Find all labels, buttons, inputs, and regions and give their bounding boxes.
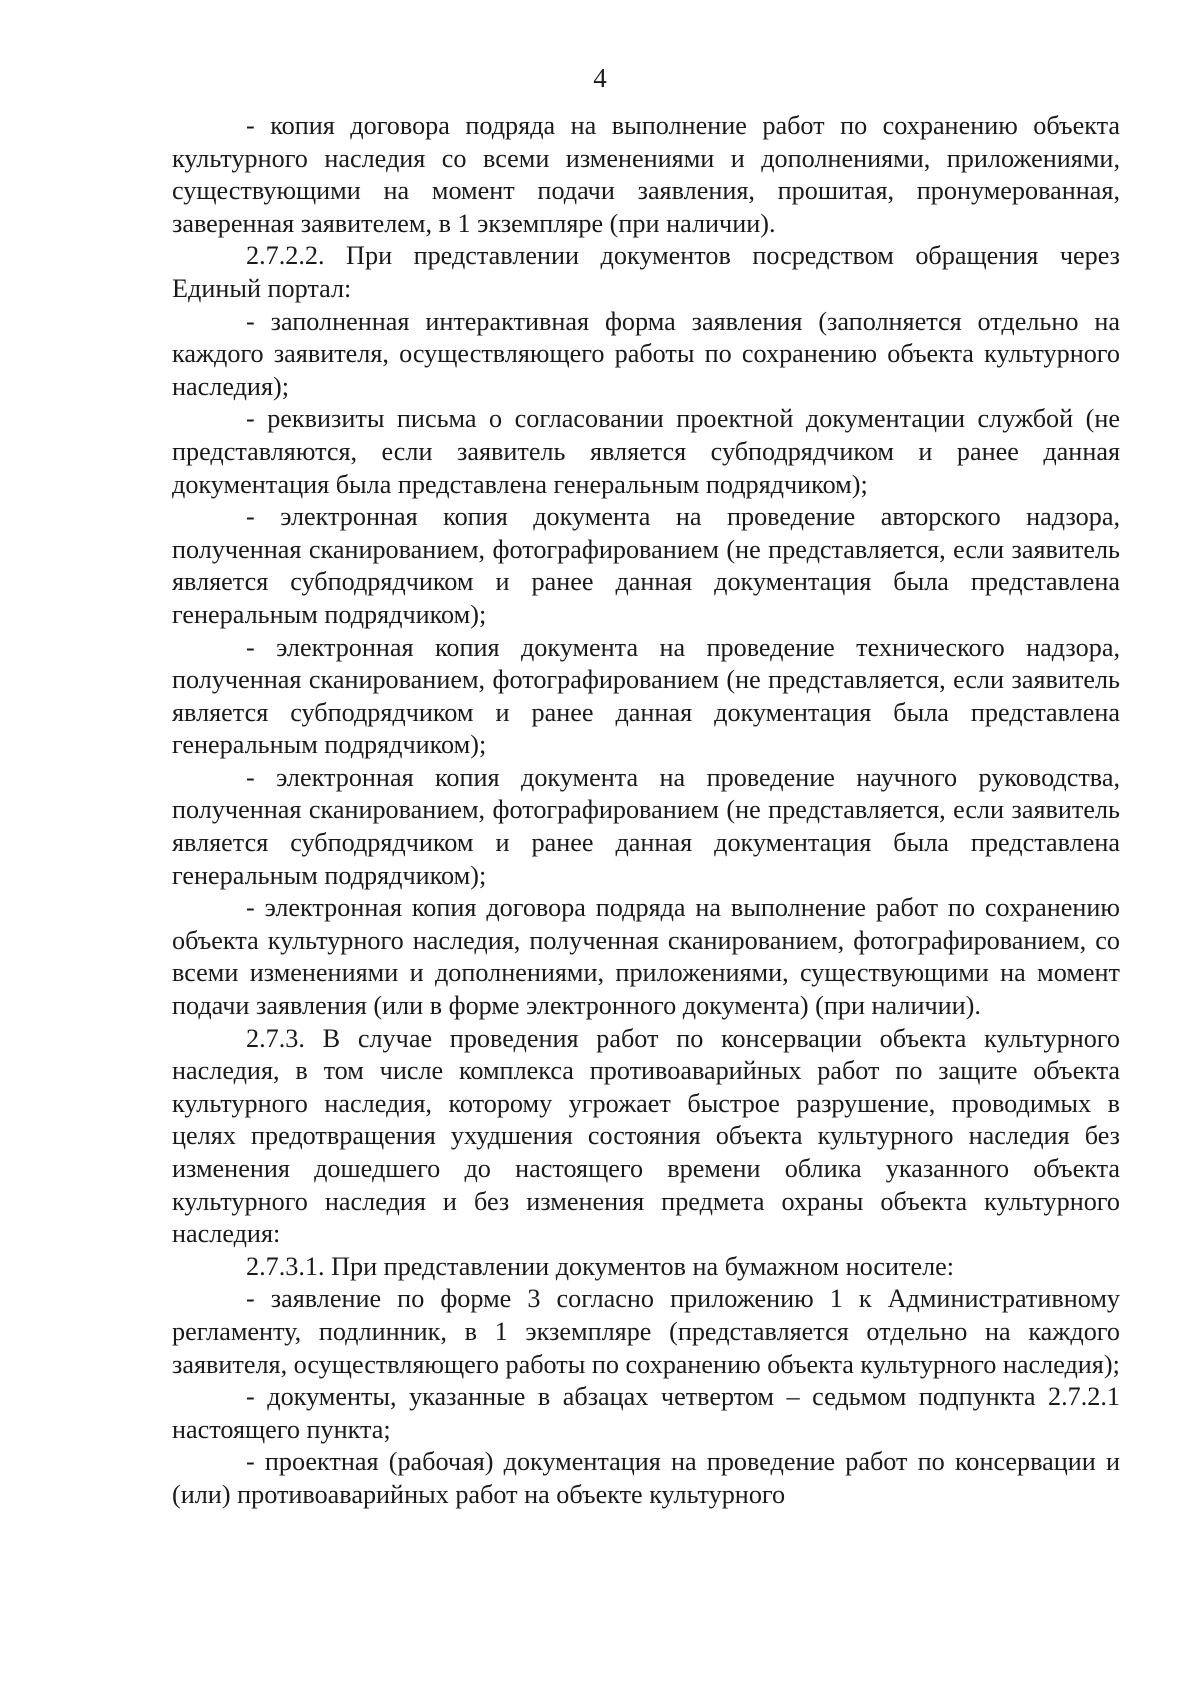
paragraph-technical-supervision: - электронная копия документа на проведение технического надзора, полученная сканированием, фотографированием (не представляется, если заявитель является субподрядчиком и ранее данная документация была представлена генеральным подрядчиком); [172,632,1120,760]
paragraph-scientific-guidance: - электронная копия документа на проведение научного руководства, полученная сканированием, фотографированием (не представляется, если заявитель является субподрядчиком и ранее данная документация была представлена генеральным подрядчиком); [172,762,1120,890]
paragraph-author-supervision: - электронная копия документа на проведение авторского надзора, полученная сканированием, фотографированием (не представляется, если заявитель является субподрядчиком и ранее данная документация была представлена генеральным подрядчиком); [172,502,1120,629]
paragraph-contract-copy: - копия договора подряда на выполнение работ по сохранению объекта культурного наследия со всеми изменениями и дополнениями, приложениями, существующими на момент подачи заявления, прошитая, пронумерованная, заверенная заявителем, в 1 экземпляре (при наличии). [172,111,1120,238]
paragraph-2-7-3-1: 2.7.3.1. При представлении документов на бумажном носителе: [246,1251,955,1281]
paragraph-2-7-3: 2.7.3. В случае проведения работ по консервации объекта культурного наследия, в том числе комплекса противоаварийных работ по защите объекта культурного наследия, которому угрожает быстрое разрушение, проводимых в целях предотвращения ухудшения состояния объекта культурного наследия без изменения дошедшего до настоящего времени облика указанного объекта культурного наследия и без изменения предмета охраны объекта культурного наследия: [172,1023,1120,1249]
paragraph-application-form-3: - заявление по форме 3 согласно приложению 1 к Административному регламенту, подлинник, в 1 экземпляре (представляется отдельно на каждого заявителя, осуществляющего работы по сохранению объекта культурного наследия); [172,1284,1120,1379]
document-body [172,110,1120,1512]
paragraph-letter-details: - реквизиты письма о согласовании проектной документации службой (не представляются, если заявитель является субподрядчиком и ранее данная документация была представлена генеральным подрядчиком); [172,404,1120,499]
page-number: 4 [593,63,607,93]
paragraph-project-documentation: - проектная (рабочая) документация на проведение работ по консервации и (или) противоаварийных работ на объекте культурного [172,1447,1120,1509]
paragraph-electronic-contract: - электронная копия договора подряда на выполнение работ по сохранению объекта культурного наследия, полученная сканированием, фотографированием, со всеми изменениями и дополнениями, приложениями, существующими на момент подачи заявления (или в форме электронного документа) (при наличии). [172,893,1120,1021]
paragraph-documents-listed: - документы, указанные в абзацах четвертом – седьмом подпункта 2.7.2.1 настоящего пункта; [172,1382,1120,1444]
paragraph-2-7-2-2: 2.7.2.2. При представлении документов посредством обращения через Единый портал: [172,241,1120,303]
paragraph-interactive-form: - заполненная интерактивная форма заявления (заполняется отдельно на каждого заявителя, осуществляющего работы по сохранению объекта культурного наследия); [172,306,1120,401]
